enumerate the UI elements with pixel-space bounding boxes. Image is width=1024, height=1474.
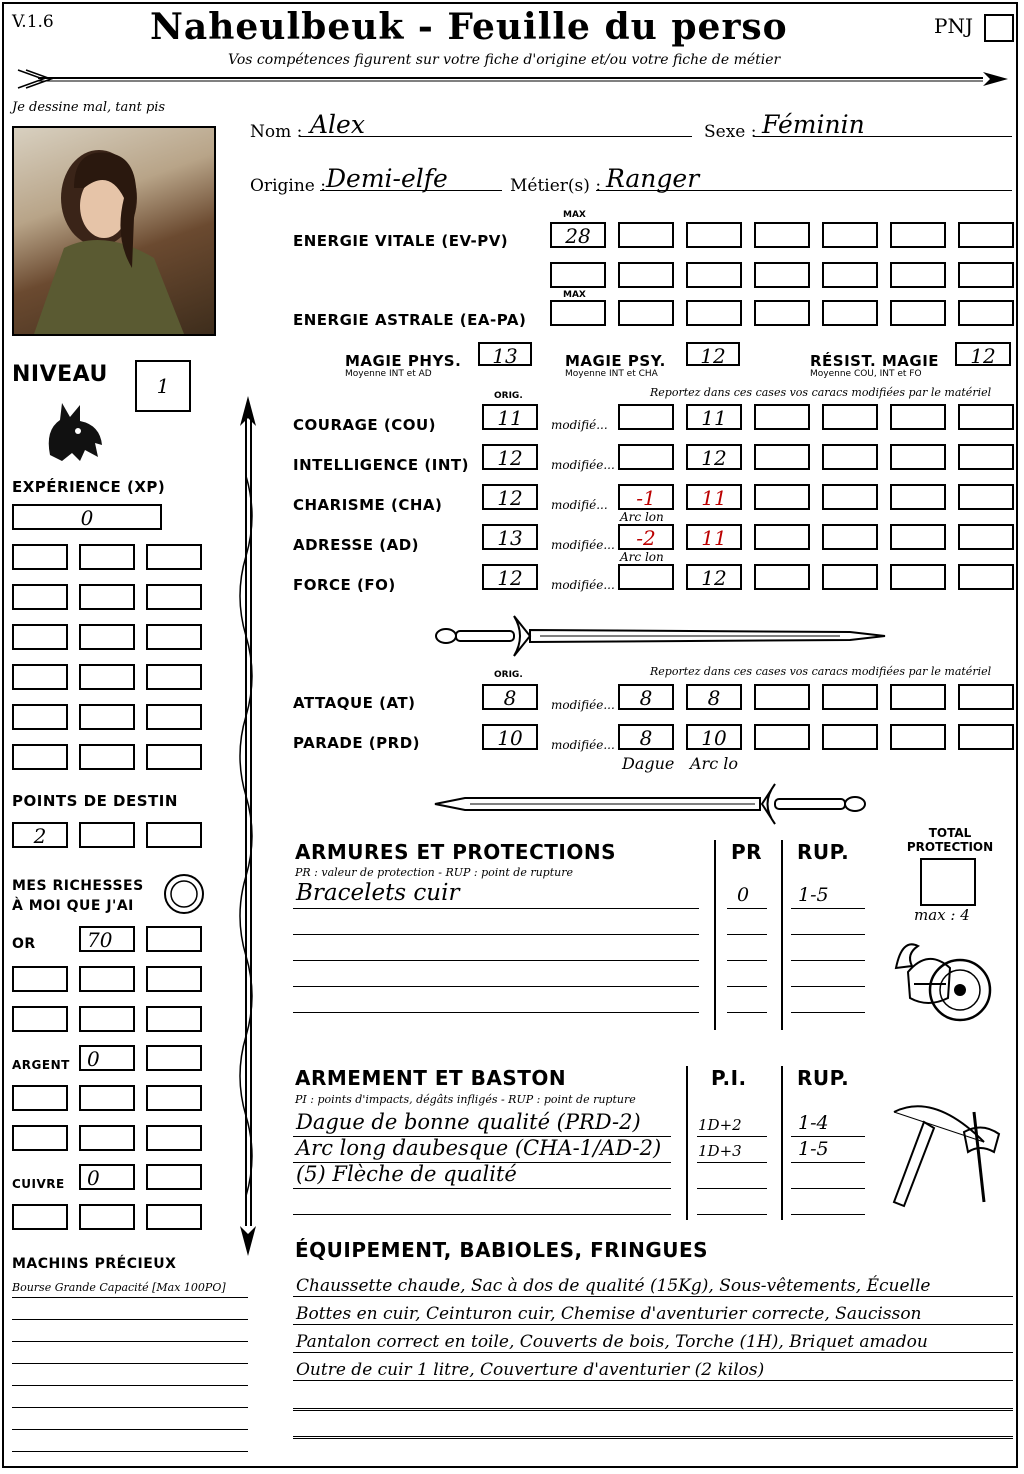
machin-line xyxy=(12,1385,248,1386)
stat-orig-box[interactable] xyxy=(482,444,538,470)
armure-pr-line xyxy=(727,908,767,909)
xp-grid-box[interactable] xyxy=(146,664,202,690)
character-portrait-icon xyxy=(14,128,214,334)
total-protection-label: TOTAL PROTECTION xyxy=(906,826,994,854)
stat-value-box[interactable] xyxy=(686,404,742,430)
xp-grid-box[interactable] xyxy=(12,744,68,770)
weapons-icon xyxy=(884,1092,1004,1218)
stat-mod-box[interactable] xyxy=(618,524,674,550)
stat-extra-box[interactable] xyxy=(890,404,946,430)
stat-label: INTELLIGENCE (INT) xyxy=(293,456,469,474)
cuivre-box[interactable]: 0 xyxy=(79,1164,135,1190)
stat-orig-box-value: 12 xyxy=(497,446,523,470)
or-box[interactable]: 70 xyxy=(79,926,135,952)
ev-box[interactable] xyxy=(618,262,674,288)
equipement-line xyxy=(293,1352,1013,1353)
dragon-icon xyxy=(40,395,110,465)
arme-rup-line xyxy=(791,1136,865,1137)
xp-box[interactable]: 0 xyxy=(12,504,162,530)
armure-pr-line xyxy=(727,960,767,961)
sexe-label: Sexe : xyxy=(704,122,757,142)
armement-title: ARMEMENT ET BASTON xyxy=(295,1066,567,1090)
stat-orig-box-value: 13 xyxy=(497,526,523,550)
ea-box[interactable] xyxy=(686,300,742,326)
portrait-caption: Je dessine mal, tant pis xyxy=(12,100,166,115)
equipement-line xyxy=(293,1438,1013,1439)
stat-value-box-value: 12 xyxy=(701,446,727,470)
combat-orig-box-value: 10 xyxy=(497,726,523,750)
argent-grid-box[interactable] xyxy=(79,1085,135,1111)
magie-psy-box[interactable]: 12 xyxy=(686,342,740,366)
arme-name[interactable]: (5) Flèche de qualité xyxy=(296,1162,517,1186)
stat-extra-box[interactable] xyxy=(958,444,1014,470)
ev-box[interactable] xyxy=(890,262,946,288)
arme-pi-line xyxy=(697,1188,767,1189)
armures-title: ARMURES ET PROTECTIONS xyxy=(295,840,616,864)
destin-box[interactable]: 2 xyxy=(12,822,68,848)
stat-modified-label: modifié... xyxy=(551,498,608,512)
stat-mod-box[interactable] xyxy=(618,444,674,470)
armure-pr-line xyxy=(727,1012,767,1013)
xp-grid-box[interactable] xyxy=(79,704,135,730)
stat-modified-label: modifiée... xyxy=(551,458,615,472)
equipement-item[interactable]: Bottes en cuir, Ceinturon cuir, Chemise d'aventurier correcte, Saucisson xyxy=(296,1304,922,1324)
stat-orig-box[interactable] xyxy=(482,564,538,590)
sheet-title: Naheulbeuk - Feuille du perso xyxy=(150,6,788,48)
stat-label: ADRESSE (AD) xyxy=(293,536,420,554)
armure-line xyxy=(293,960,699,961)
stat-extra-box[interactable] xyxy=(958,524,1014,550)
ev-box[interactable] xyxy=(958,222,1014,248)
combat-mod-box[interactable] xyxy=(618,724,674,750)
destin-box[interactable] xyxy=(79,822,135,848)
cuivre-box[interactable] xyxy=(146,1164,202,1190)
armure-line xyxy=(293,934,699,935)
stat-extra-box[interactable] xyxy=(822,524,878,550)
stat-orig-box[interactable] xyxy=(482,524,538,550)
sword-icon xyxy=(430,612,890,658)
combat-mod-box-value: 8 xyxy=(639,686,653,710)
argent-grid-box[interactable] xyxy=(79,1125,135,1151)
armure-line xyxy=(293,1012,699,1013)
stat-extra-box[interactable] xyxy=(754,484,810,510)
resist-magie-label: RÉSIST. MAGIE xyxy=(810,352,940,370)
combat-mod-box[interactable] xyxy=(618,684,674,710)
stat-label: FORCE (FO) xyxy=(293,576,396,594)
armement-note: PI : points d'impacts, dégâts infligés - RUP : point de rupture xyxy=(295,1093,636,1106)
ev-box[interactable] xyxy=(822,262,878,288)
or-grid-box[interactable] xyxy=(12,966,68,992)
stat-extra-box[interactable] xyxy=(822,564,878,590)
arme-pi-line xyxy=(697,1214,767,1215)
xp-grid-box[interactable] xyxy=(79,624,135,650)
stat-extra-box[interactable] xyxy=(754,524,810,550)
armures-note: PR : valeur de protection - RUP : point de rupture xyxy=(295,866,573,879)
armure-rup-line xyxy=(791,986,865,987)
richesses-label: MES RICHESSES xyxy=(12,878,144,894)
stat-mod-note: Arc lon xyxy=(620,550,664,564)
machin-item[interactable]: Bourse Grande Capacité [Max 100PO] xyxy=(12,1281,226,1294)
equipement-item[interactable]: Pantalon correct en toile, Couverts de bois, Torche (1H), Briquet amadou xyxy=(296,1332,928,1352)
arme-rup-line xyxy=(791,1162,865,1163)
combat-extra-box[interactable] xyxy=(958,724,1014,750)
combat-label: PARADE (PRD) xyxy=(293,734,421,752)
version-label: V.1.6 xyxy=(12,12,54,32)
cuivre-grid-box[interactable] xyxy=(79,1204,135,1230)
combat-note-arc: Arc lo xyxy=(690,754,738,773)
cuivre-grid-box[interactable] xyxy=(146,1204,202,1230)
origine-field[interactable]: Demi-elfe xyxy=(326,164,448,193)
stat-value-box-value: 11 xyxy=(701,406,727,430)
stat-extra-box[interactable] xyxy=(890,524,946,550)
armure-rup-line xyxy=(791,1012,865,1013)
armure-line xyxy=(293,908,699,909)
machin-line xyxy=(12,1341,248,1342)
ea-box[interactable] xyxy=(890,300,946,326)
stat-extra-box[interactable] xyxy=(822,444,878,470)
combat-extra-box[interactable] xyxy=(890,684,946,710)
xp-grid-box[interactable] xyxy=(12,704,68,730)
armure-line xyxy=(293,986,699,987)
combat-value-box[interactable] xyxy=(686,684,742,710)
stat-mod-box[interactable] xyxy=(618,564,674,590)
metier-field[interactable]: Ranger xyxy=(606,164,700,193)
magie-psy-note: Moyenne INT et CHA xyxy=(565,369,658,379)
ea-box[interactable] xyxy=(754,300,810,326)
stat-mod-box[interactable] xyxy=(618,404,674,430)
armure-rup-line xyxy=(791,934,865,935)
argent-grid-box[interactable] xyxy=(146,1085,202,1111)
equipement-line xyxy=(293,1410,1013,1411)
or-grid-box[interactable] xyxy=(146,1006,202,1032)
stat-label: COURAGE (COU) xyxy=(293,416,437,434)
ea-max-label: MAX xyxy=(563,290,586,300)
stat-orig-box-value: 12 xyxy=(497,566,523,590)
stat-modified-label: modifié... xyxy=(551,418,608,432)
machin-line xyxy=(12,1451,248,1452)
arme-name[interactable]: Arc long daubesque (CHA-1/AD-2) xyxy=(296,1136,662,1160)
machin-line xyxy=(12,1319,248,1320)
armure-name[interactable]: Bracelets cuir xyxy=(296,880,460,906)
armure-rup-line xyxy=(791,908,865,909)
nom-field[interactable]: Alex xyxy=(310,110,365,139)
armure-rup[interactable]: 1-5 xyxy=(798,884,829,906)
ev-label: ENERGIE VITALE (EV-PV) xyxy=(293,232,509,250)
sheet-subtitle: Vos compétences figurent sur votre fiche d'origine et/ou votre fiche de métier xyxy=(228,52,781,68)
max-protection-label: max : 4 xyxy=(914,906,970,924)
resist-magie-box[interactable]: 12 xyxy=(955,342,1011,366)
argent-label: ARGENT xyxy=(12,1058,70,1072)
combat-extra-box[interactable] xyxy=(958,684,1014,710)
arme-rup[interactable]: 1-4 xyxy=(798,1112,829,1134)
xp-grid-box[interactable] xyxy=(146,704,202,730)
ea-box[interactable] xyxy=(958,300,1014,326)
argent-box[interactable] xyxy=(146,1045,202,1071)
armures-rup-label: RUP. xyxy=(797,840,850,864)
helmet-shield-icon xyxy=(888,928,998,1038)
magie-phys-note: Moyenne INT et AD xyxy=(345,369,432,379)
stat-label: CHARISME (CHA) xyxy=(293,496,443,514)
stat-mod-box-value: -1 xyxy=(636,486,656,510)
stat-value-box-value: 11 xyxy=(701,526,727,550)
ev-max-box[interactable]: 28 xyxy=(550,222,606,248)
armure-pr[interactable]: 0 xyxy=(737,884,750,906)
magie-phys-label: MAGIE PHYS. xyxy=(345,352,462,370)
combat-extra-box[interactable] xyxy=(822,684,878,710)
ea-max-box[interactable] xyxy=(550,300,606,326)
stat-mod-note: Arc lon xyxy=(620,510,664,524)
argent-grid-box[interactable] xyxy=(12,1085,68,1111)
magie-psy-label: MAGIE PSY. xyxy=(565,352,666,370)
or-label: OR xyxy=(12,936,36,952)
combat-extra-box[interactable] xyxy=(754,724,810,750)
stat-extra-box[interactable] xyxy=(890,564,946,590)
stat-value-box[interactable] xyxy=(686,524,742,550)
combat-value-box-value: 8 xyxy=(707,686,721,710)
xp-grid-box[interactable] xyxy=(12,584,68,610)
combat-value-box-value: 10 xyxy=(701,726,727,750)
portrait-image[interactable] xyxy=(12,126,216,336)
ev-box[interactable] xyxy=(618,222,674,248)
machin-line xyxy=(12,1429,248,1430)
ea-label: ENERGIE ASTRALE (EA-PA) xyxy=(293,311,527,329)
argent-grid-box[interactable] xyxy=(146,1125,202,1151)
or-grid-box[interactable] xyxy=(79,966,135,992)
destin-label: POINTS DE DESTIN xyxy=(12,792,178,810)
stat-mod-box-value: -2 xyxy=(636,526,656,550)
sword-icon xyxy=(430,780,890,826)
magie-phys-box[interactable]: 13 xyxy=(478,342,532,366)
stat-value-box[interactable] xyxy=(686,564,742,590)
cuivre-label: CUIVRE xyxy=(12,1177,65,1191)
xp-grid-box[interactable] xyxy=(12,544,68,570)
arme-pi-line xyxy=(697,1136,767,1137)
xp-grid-box[interactable] xyxy=(146,544,202,570)
coin-icon xyxy=(162,872,206,916)
arme-pi[interactable]: 1D+3 xyxy=(698,1142,742,1160)
niveau-label: NIVEAU xyxy=(12,362,108,387)
stat-value-box-value: 12 xyxy=(701,566,727,590)
stat-orig-box[interactable] xyxy=(482,404,538,430)
or-grid-box[interactable] xyxy=(79,1006,135,1032)
combat-orig-box[interactable] xyxy=(482,684,538,710)
equipement-line xyxy=(293,1296,1013,1297)
ev-box[interactable] xyxy=(686,262,742,288)
arrow-divider-icon xyxy=(8,66,1016,90)
niveau-box[interactable]: 1 xyxy=(135,360,191,412)
stats-report-note: Reportez dans ces cases vos caracs modifiées par le matériel xyxy=(650,386,992,399)
stat-value-box-value: 11 xyxy=(701,486,727,510)
pnj-checkbox[interactable] xyxy=(984,14,1014,42)
equipement-line xyxy=(293,1408,1013,1409)
combat-extra-box[interactable] xyxy=(754,684,810,710)
argent-grid-box[interactable] xyxy=(12,1125,68,1151)
ev-box[interactable] xyxy=(754,222,810,248)
xp-grid-box[interactable] xyxy=(79,544,135,570)
xp-grid-box[interactable] xyxy=(146,744,202,770)
stat-value-box[interactable] xyxy=(686,444,742,470)
xp-grid-box[interactable] xyxy=(146,624,202,650)
stat-orig-box-value: 11 xyxy=(497,406,523,430)
staff-icon xyxy=(228,396,268,1256)
or-box[interactable] xyxy=(146,926,202,952)
or-grid-box[interactable] xyxy=(146,966,202,992)
armure-pr-line xyxy=(727,934,767,935)
sexe-field[interactable]: Féminin xyxy=(762,110,865,139)
origine-label: Origine : xyxy=(250,176,326,196)
xp-grid-box[interactable] xyxy=(79,744,135,770)
xp-grid-box[interactable] xyxy=(146,584,202,610)
stat-extra-box[interactable] xyxy=(890,444,946,470)
stats-orig-label: ORIG. xyxy=(494,391,523,401)
arme-rup[interactable]: 1-5 xyxy=(798,1138,829,1160)
destin-box[interactable] xyxy=(146,822,202,848)
xp-grid-box[interactable] xyxy=(12,664,68,690)
ev-box[interactable] xyxy=(890,222,946,248)
stat-extra-box[interactable] xyxy=(958,564,1014,590)
stat-orig-box[interactable] xyxy=(482,484,538,510)
xp-label: EXPÉRIENCE (XP) xyxy=(12,478,166,496)
stat-value-box[interactable] xyxy=(686,484,742,510)
argent-box[interactable]: 0 xyxy=(79,1045,135,1071)
arme-line xyxy=(293,1188,671,1189)
xp-grid-box[interactable] xyxy=(79,664,135,690)
richesses-label-2: À MOI QUE J'AI xyxy=(12,898,134,914)
pnj-label: PNJ xyxy=(934,14,973,38)
stat-extra-box[interactable] xyxy=(822,404,878,430)
cuivre-grid-box[interactable] xyxy=(12,1204,68,1230)
arme-pi-line xyxy=(697,1162,767,1163)
xp-grid-box[interactable] xyxy=(12,624,68,650)
arme-line xyxy=(293,1214,671,1215)
machins-label: MACHINS PRÉCIEUX xyxy=(12,1256,177,1272)
combat-note-dague: Dague xyxy=(622,754,675,773)
stat-extra-box[interactable] xyxy=(754,564,810,590)
stat-extra-box[interactable] xyxy=(754,444,810,470)
equipement-item[interactable]: Outre de cuir 1 litre, Couverture d'aventurier (2 kilos) xyxy=(296,1360,765,1380)
armure-pr-line xyxy=(727,986,767,987)
combat-mod-box-value: 8 xyxy=(639,726,653,750)
stat-extra-box[interactable] xyxy=(822,484,878,510)
combat-orig-box[interactable] xyxy=(482,724,538,750)
resist-magie-note: Moyenne COU, INT et FO xyxy=(810,369,922,379)
armement-pi-label: P.I. xyxy=(711,1066,747,1090)
combat-extra-box[interactable] xyxy=(822,724,878,750)
combat-orig-box-value: 8 xyxy=(503,686,517,710)
ev-box[interactable] xyxy=(686,222,742,248)
combat-value-box[interactable] xyxy=(686,724,742,750)
arme-pi[interactable]: 1D+2 xyxy=(698,1116,742,1134)
stat-extra-box[interactable] xyxy=(890,484,946,510)
arme-rup-line xyxy=(791,1188,865,1189)
ea-box[interactable] xyxy=(618,300,674,326)
or-grid-box[interactable] xyxy=(12,1006,68,1032)
equipement-title: ÉQUIPEMENT, BABIOLES, FRINGUES xyxy=(295,1238,709,1262)
armures-pr-label: PR xyxy=(731,840,763,864)
combat-modified-label: modifiée... xyxy=(551,698,615,712)
combat-orig-label: ORIG. xyxy=(494,670,523,680)
armement-rup-label: RUP. xyxy=(797,1066,850,1090)
combat-modified-label: modifiée... xyxy=(551,738,615,752)
nom-label: Nom : xyxy=(250,122,303,142)
equipement-line xyxy=(293,1324,1013,1325)
ev-box[interactable] xyxy=(822,222,878,248)
stat-modified-label: modifiée... xyxy=(551,538,615,552)
ev-box[interactable] xyxy=(550,262,606,288)
combat-extra-box[interactable] xyxy=(890,724,946,750)
equipement-line xyxy=(293,1436,1013,1437)
stat-modified-label: modifiée... xyxy=(551,578,615,592)
arme-name[interactable]: Dague de bonne qualité (PRD-2) xyxy=(296,1110,641,1134)
ev-box[interactable] xyxy=(754,262,810,288)
stat-orig-box-value: 12 xyxy=(497,486,523,510)
combat-label: ATTAQUE (AT) xyxy=(293,694,416,712)
combat-report-note: Reportez dans ces cases vos caracs modifiées par le matériel xyxy=(650,665,992,678)
ev-box[interactable] xyxy=(958,262,1014,288)
ev-max-label: MAX xyxy=(563,210,586,220)
ea-box[interactable] xyxy=(822,300,878,326)
xp-grid-box[interactable] xyxy=(79,584,135,610)
total-protection-box[interactable] xyxy=(920,858,976,906)
equipement-item[interactable]: Chaussette chaude, Sac à dos de qualité (15Kg), Sous-vêtements, Écuelle xyxy=(296,1276,931,1296)
stat-mod-box[interactable] xyxy=(618,484,674,510)
machin-line xyxy=(12,1297,248,1298)
arme-rup-line xyxy=(791,1214,865,1215)
machin-line xyxy=(12,1407,248,1408)
metier-label: Métier(s) : xyxy=(510,176,602,196)
machin-line xyxy=(12,1363,248,1364)
stat-extra-box[interactable] xyxy=(958,484,1014,510)
armure-rup-line xyxy=(791,960,865,961)
stat-extra-box[interactable] xyxy=(958,404,1014,430)
equipement-line xyxy=(293,1380,1013,1381)
stat-extra-box[interactable] xyxy=(754,404,810,430)
